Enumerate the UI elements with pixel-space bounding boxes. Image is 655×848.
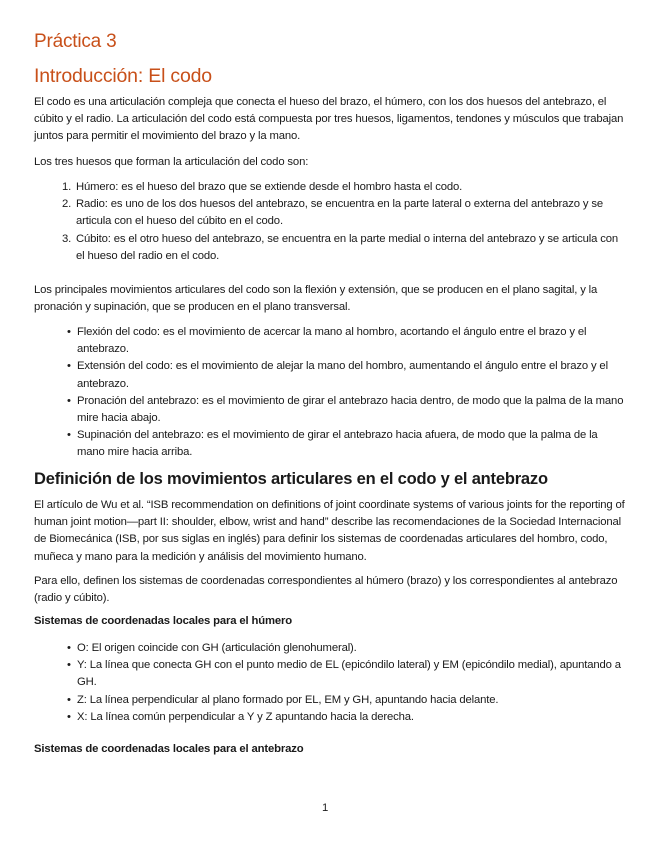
list-item — [34, 324, 626, 358]
definition-paragraph-1: El artículo de Wu et al. “ISB recommendation on definitions of joint coordinate systems of various joints for the reporting of human joint motion—part II: shoulder, elbow, wrist and hand” describe las recomendaciones de la Sociedad Internacional de Biomecánica (ISB, por sus siglas en inglés) para definir los sistemas de coordenadas articulares del hombro, codo, muñeca y mano para la medición y análisis del movimiento humano. — [34, 499, 625, 563]
list-item-text: Supinación del antebrazo: es el movimiento de girar el antebrazo hacia afuera, de modo que la palma de la mano mire hacia arriba. — [77, 429, 598, 459]
list-item-text: O: El origen coincide con GH (articulación glenohumeral). — [77, 642, 357, 654]
list-marker: 3. — [62, 232, 72, 245]
bullet-marker: • — [67, 326, 71, 338]
bones-list — [34, 179, 626, 265]
list-item — [34, 692, 626, 709]
intro-paragraph-2: Los tres huesos que forman la articulación del codo son: — [34, 156, 309, 168]
definition-paragraph-2: Para ello, definen los sistemas de coordenadas correspondientes al húmero (brazo) y los correspondientes al antebrazo (radio y cúbito). — [34, 575, 618, 605]
bullet-marker: • — [67, 693, 71, 706]
list-item-text: Radio: es uno de los dos huesos del antebrazo, se encuentra en la parte lateral o externa del antebrazo y se articula con el hueso del cúbito en el codo. — [76, 198, 604, 228]
intro-paragraph-3: Los principales movimientos articulares del codo son la flexión y extensión, que se producen en el plano sagital, y la pronación y supinación, que se producen en el plano transversal. — [34, 284, 598, 314]
list-item — [34, 196, 626, 230]
bullet-marker: • — [67, 710, 71, 723]
list-item-text: X: La línea común perpendicular a Y y Z apuntando hacia la derecha. — [77, 710, 414, 723]
list-item — [34, 231, 626, 265]
list-item-text: Y: La línea que conecta GH con el punto medio de EL (epicóndilo lateral) y EM (epicóndilo medial), apuntando a GH. — [77, 659, 621, 689]
bullet-marker: • — [67, 394, 71, 407]
bullet-marker: • — [67, 429, 71, 442]
list-item-text: Pronación del antebrazo: es el movimiento de girar el antebrazo hacia dentro, de modo que la palma de la mano mire hacia abajo. — [77, 394, 624, 425]
list-marker: 2. — [62, 198, 72, 211]
intro-paragraph-1: El codo es una articulación compleja que conecta el hueso del brazo, el húmero, con los dos huesos del antebrazo, el cúbito y el radio. La articulación del codo está compuesta por tres huesos, ligamentos, tendones y músculos que trabajan juntos para permitir el movimiento del brazo y la mano. — [34, 96, 624, 143]
list-item-text: Extensión del codo: es el movimiento de alejar la mano del hombro, aumentando el ángulo entre el brazo y el antebrazo. — [77, 360, 608, 390]
list-item-text: Flexión del codo: es el movimiento de acercar la mano al hombro, acortando el ángulo entre el brazo y el antebrazo. — [77, 326, 587, 356]
list-item — [34, 640, 626, 657]
list-item-text: Húmero: es el hueso del brazo que se extiende desde el hombro hasta el codo. — [76, 181, 463, 193]
list-item — [34, 427, 626, 461]
bullet-marker: • — [67, 642, 71, 654]
list-item — [34, 358, 626, 392]
list-item-text: Cúbito: es el otro hueso del antebrazo, se encuentra en la parte medial o interna del antebrazo y se articula con el hueso del radio en el codo. — [76, 232, 618, 262]
list-item — [34, 179, 626, 196]
document-title: Práctica 3 — [34, 31, 117, 52]
definition-heading: Definición de los movimientos articulares en el codo y el antebrazo — [34, 470, 548, 488]
humerus-axes-list — [34, 640, 626, 726]
bullet-marker: • — [67, 360, 71, 373]
list-marker: 1. — [62, 181, 72, 193]
forearm-subheading: Sistemas de coordenadas locales para el antebrazo — [34, 743, 304, 755]
movements-list — [34, 324, 626, 462]
page-number: 1 — [322, 802, 329, 814]
list-item — [34, 393, 626, 427]
list-item-text: Z: La línea perpendicular al plano formado por EL, EM y GH, apuntando hacia delante. — [77, 693, 499, 706]
bullet-marker: • — [67, 659, 71, 672]
intro-heading: Introducción: El codo — [34, 65, 212, 87]
list-item — [34, 709, 626, 726]
humerus-subheading: Sistemas de coordenadas locales para el húmero — [34, 615, 293, 627]
list-item — [34, 657, 626, 691]
